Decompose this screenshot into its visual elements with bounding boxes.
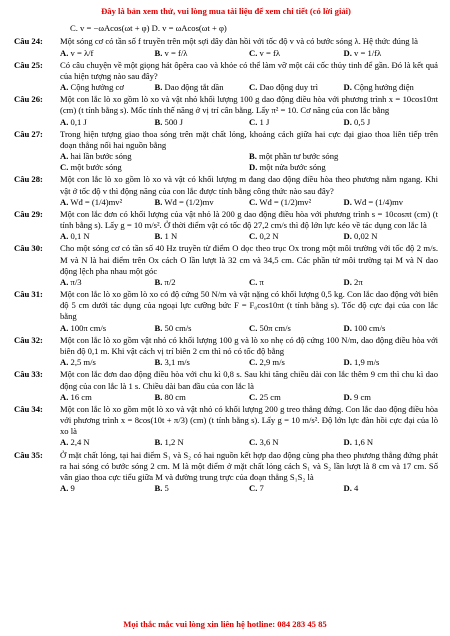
option-text: v = fλ (259, 47, 280, 58)
option-letter: B. (154, 196, 163, 207)
option-text: một bước sóng (70, 162, 122, 173)
option-letter: B. (154, 116, 163, 127)
question-body (60, 404, 438, 449)
answer-option (344, 483, 439, 494)
question-text: Có câu chuyện về một giọng hát ôpêra cao và khỏe có thể làm vỡ một cái cốc thủy tinh để gần. Đó là kết quả của hiện tượng nào sau đây? (60, 59, 438, 81)
option-letter: C. (60, 162, 69, 173)
option-text: 0,02 N (354, 231, 378, 242)
option-letter: C. (249, 437, 258, 448)
option-text: Wđ = (1/2)mv (164, 196, 214, 207)
answer-option (344, 392, 439, 403)
option-text: 16 cm (70, 391, 92, 402)
question-item (14, 94, 438, 128)
answer-option (60, 48, 155, 59)
option-letter: A. (60, 391, 69, 402)
answer-option (155, 82, 250, 93)
option-letter: C. (249, 196, 258, 207)
answer-option (60, 151, 249, 162)
answer-option (155, 392, 250, 403)
option-letter: C. (249, 47, 258, 58)
option-text: 80 cm (164, 391, 186, 402)
answer-options (60, 117, 438, 128)
answer-option (249, 231, 344, 242)
question-body (60, 60, 438, 94)
question-number: Câu 26: (14, 94, 43, 105)
answer-option (344, 48, 439, 59)
option-letter: A. (60, 116, 69, 127)
answer-option (60, 437, 155, 448)
answer-option (249, 392, 344, 403)
question-number: Câu 35: (14, 449, 43, 460)
question-body (60, 174, 438, 208)
option-text: một nửa bước sóng (259, 162, 326, 173)
answer-option (344, 117, 439, 128)
answer-options (60, 357, 438, 368)
option-text: Dao động duy trì (259, 82, 318, 93)
option-letter: D. (343, 196, 352, 207)
option-text: một phần tư bước sóng (259, 151, 339, 162)
option-letter: C. (249, 116, 258, 127)
answer-option (155, 197, 250, 208)
question-item (14, 289, 438, 334)
answer-options (60, 151, 438, 173)
option-letter: C. (249, 391, 258, 402)
question-number: Câu 24: (14, 36, 43, 47)
option-text: Cộng hưởng điện (354, 82, 414, 93)
option-letter: D. (343, 116, 352, 127)
answer-options (60, 48, 438, 59)
option-text: 0,1 N (70, 231, 90, 242)
question-body (60, 450, 438, 495)
option-text: π (259, 276, 264, 287)
answer-option (60, 197, 155, 208)
answer-option (155, 483, 250, 494)
answer-option (344, 197, 439, 208)
answer-options (60, 277, 438, 288)
option-text: hai lần bước sóng (70, 151, 132, 162)
question-number: Câu 34: (14, 403, 43, 414)
question-body (60, 94, 438, 128)
question-item (14, 209, 438, 243)
option-letter: B. (154, 483, 163, 494)
option-letter: D. (343, 47, 352, 58)
option-text: v = f/λ (164, 47, 188, 58)
answer-option (249, 323, 344, 334)
question-text: Một con lắc lò xo gồm lò xo có độ cứng 50 N/m và vật nặng có khối lượng 0,5 kg. Con lắc dao động với biên độ 5 cm dưới tác dụng của ngoại lực cưỡng bức F = F₀cos10πt (t tính bằng s). Tốc độ cực đại của con lắc bằng (60, 289, 438, 322)
answer-option (249, 197, 344, 208)
option-letter: B. (154, 437, 163, 448)
question-number: Câu 30: (14, 243, 43, 254)
question-item (14, 60, 438, 94)
option-letter: A. (60, 483, 69, 494)
option-letter: B. (154, 47, 163, 58)
question-text: Một con lắc đơn dao động điều hòa với chu kì 0,8 s. Sau khi tăng chiều dài con lắc thêm 9 cm thì chu kì dao động của con lắc là 1 s. Chiều dài ban đầu của con lắc là (60, 369, 438, 391)
option-text: 0,5 J (354, 116, 371, 127)
option-letter: A. (60, 82, 69, 93)
answer-options (60, 231, 438, 242)
hotline-footer: Mọi thắc mắc vui lòng xin liên hệ hotline: 084 283 45 85 (123, 618, 327, 629)
previous-question-options: C. v = −ωAcos(ωt + φ) D. v = ωAcos(ωt + φ) (70, 23, 227, 34)
question-item (14, 450, 438, 495)
answer-option (60, 392, 155, 403)
option-text: 2,9 m/s (259, 357, 285, 368)
answer-option (60, 231, 155, 242)
answer-option (155, 277, 250, 288)
option-letter: D. (249, 162, 258, 173)
option-text: 500 J (164, 116, 183, 127)
option-letter: B. (154, 357, 163, 368)
option-letter: C. (249, 276, 258, 287)
answer-options (60, 82, 438, 93)
option-letter: A. (60, 357, 69, 368)
question-item (14, 174, 438, 208)
question-body (60, 129, 438, 174)
answer-option (249, 82, 344, 93)
option-text: Cộng hưởng cơ (70, 82, 124, 93)
option-letter: D. (343, 483, 352, 494)
question-item (14, 404, 438, 449)
option-text: 1,6 N (354, 437, 374, 448)
question-text: Cho một sóng cơ có tần số 40 Hz truyền từ điểm O dọc theo trục Ox trong một môi trường với tốc độ 2 m/s. M và N là hai điểm trên Ox cách O lần lượt là 32 cm và 34,5 cm. Các phần tử môi trường tại M và N dao động lệch pha nhau một góc (60, 243, 438, 276)
option-text: 4 (354, 483, 359, 494)
question-body (60, 36, 438, 58)
answer-option (344, 82, 439, 93)
option-text: 9 (70, 483, 75, 494)
option-letter: C. (249, 483, 258, 494)
option-text: Wđ = (1/4)mv (353, 196, 404, 207)
question-body (60, 369, 438, 403)
answer-option (60, 82, 155, 93)
question-list (14, 36, 438, 494)
option-text: 3,1 m/s (164, 357, 190, 368)
option-letter: B. (249, 151, 257, 162)
question-text: Một con lắc lò xo gồm vật nhỏ có khối lượng 100 g và lò xo nhẹ có độ cứng 100 N/m, dao động điều hòa với biên độ 0,1 m. Khi vật cách vị trí biên 2 cm thì nó có tốc độ bằng (60, 334, 438, 356)
option-text: 9 cm (354, 391, 371, 402)
answer-options (60, 197, 438, 208)
option-text: v = λ/f (70, 47, 94, 58)
question-text: Một con lắc lò xo gồm lò xo và vật nhỏ khối lượng 100 g dao động điều hòa với phương trình x = 10cos10πt (cm) (t tính bằng s). Mốc tính thế năng ở vị trí cân bằng. Lấy π² = 10. Cơ năng của con lắc bằng (60, 94, 438, 116)
option-text: 0,1 J (70, 116, 87, 127)
option-text: 1 N (164, 231, 178, 242)
option-text: 100 cm/s (354, 322, 386, 333)
option-letter: A. (60, 151, 69, 162)
option-text: 2,4 N (70, 437, 90, 448)
question-body (60, 243, 438, 288)
question-body (60, 335, 438, 369)
option-text: 1,9 m/s (354, 357, 380, 368)
option-letter: A. (60, 196, 69, 207)
question-item (14, 36, 438, 58)
option-letter: B. (154, 322, 163, 333)
answer-option (249, 117, 344, 128)
option-letter: B. (154, 82, 163, 93)
option-letter: A. (60, 437, 69, 448)
question-item (14, 335, 438, 369)
question-number: Câu 32: (14, 334, 43, 345)
answer-option (155, 48, 250, 59)
answer-option (344, 323, 439, 334)
option-text: 2,5 m/s (70, 357, 96, 368)
answer-option (249, 162, 438, 173)
answer-option (249, 277, 344, 288)
option-text: 50π cm/s (259, 322, 291, 333)
question-item (14, 243, 438, 288)
question-text: Một con lắc lò xo gồm một lò xo và vật nhỏ có khối lượng 200 g treo thẳng đứng. Con lắc dao động điều hòa với phương trình x = 8cos(10t + π/3) (cm) (t tính bằng s). Lấy g = 10 m/s². Độ lớn lực đàn hồi cực đại của lò xo là (60, 403, 438, 437)
option-text: 5 (164, 483, 169, 494)
question-text: Một con lắc đơn có khối lượng của vật nhỏ là 200 g dao động điều hòa với phương trình s = 10cosπt (cm) (t tính bằng s). Lấy g = 10 m/s². Ở thời điểm vật có tốc độ 27,2 cm/s thì độ lớn lực kéo về tác dụng con lắc là (60, 208, 438, 231)
question-text: Một sóng cơ có tần số f truyền trên một sợi dây đàn hồi với tốc độ v và có bước sóng λ. Hệ thức đúng là (60, 36, 418, 47)
answer-option (249, 357, 344, 368)
answer-option (344, 437, 439, 448)
option-letter: D. (343, 231, 352, 242)
question-item (14, 129, 438, 174)
answer-option (344, 231, 439, 242)
option-text: 1 J (259, 116, 270, 127)
answer-option (155, 357, 250, 368)
answer-option (60, 162, 249, 173)
option-letter: D. (343, 437, 352, 448)
answer-option (155, 437, 250, 448)
option-letter: D. (343, 276, 352, 287)
option-letter: A. (60, 322, 69, 333)
option-text: 50 cm/s (164, 322, 192, 333)
option-letter: A. (60, 276, 69, 287)
answer-option (60, 323, 155, 334)
question-number: Câu 25: (14, 59, 43, 70)
option-text: Dao động tắt dần (164, 82, 224, 93)
option-letter: D. (343, 322, 352, 333)
option-letter: A. (60, 231, 69, 242)
option-text: 2π (354, 276, 363, 287)
answer-option (249, 437, 344, 448)
answer-option (155, 117, 250, 128)
option-text: Wđ = (1/2)mv² (259, 196, 312, 207)
preview-banner: Đây là bản xem thử, vui lòng mua tài liệu để xem chi tiết (có lời giải) (101, 6, 351, 16)
question-number: Câu 31: (14, 289, 43, 300)
answer-option (60, 483, 155, 494)
answer-option (249, 48, 344, 59)
answer-option (249, 151, 438, 162)
question-text: Ở mặt chất lỏng, tại hai điểm S₁ và S₂ có hai nguồn kết hợp dao động cùng pha theo phương thẳng đứng phát ra hai sóng có bước sóng 2 cm. M là một điểm ở mặt chất lỏng cách S₁ và S₂ lần lượt là 8 cm và 17 cm. Số vân giao thoa cực tiểu giữa M và đường trung trực của đoạn thẳng S₁S₂ là (60, 449, 438, 482)
question-number: Câu 33: (14, 369, 43, 380)
option-letter: D. (343, 391, 352, 402)
option-letter: C. (249, 82, 258, 93)
option-text: v = 1/fλ (354, 47, 382, 58)
option-letter: A. (60, 47, 69, 58)
question-text: Trong hiện tượng giao thoa sóng trên mặt chất lỏng, khoảng cách giữa hai cực đại giao thoa liên tiếp trên đoạn thẳng nối hai nguồn bằng (60, 128, 438, 150)
option-text: 3,6 N (259, 437, 279, 448)
answer-options (60, 437, 438, 448)
question-number: Câu 27: (14, 128, 43, 139)
option-text: Wđ = (1/4)mv² (70, 196, 123, 207)
answer-option (155, 231, 250, 242)
option-letter: C. (249, 231, 258, 242)
option-letter: D. (343, 357, 352, 368)
question-item (14, 369, 438, 403)
question-body (60, 289, 438, 334)
question-body (60, 209, 438, 243)
option-letter: B. (154, 231, 163, 242)
option-text: 1,2 N (164, 437, 184, 448)
option-letter: B. (154, 391, 163, 402)
answer-option (344, 277, 439, 288)
answer-option (344, 357, 439, 368)
option-text: π/2 (164, 276, 176, 287)
option-text: 7 (259, 483, 264, 494)
option-text: 0,2 N (259, 231, 279, 242)
option-letter: C. (249, 357, 258, 368)
question-text: Một con lắc lò xo gồm lò xo và vật có khối lượng m đang dao động điều hòa theo phương nằm ngang. Khi vật ở tốc độ v thì động năng của con lắc được tính bằng công thức nào sau đây? (60, 174, 438, 196)
question-number: Câu 29: (14, 208, 43, 219)
option-letter: D. (343, 82, 352, 93)
answer-option (155, 323, 250, 334)
answer-option (60, 357, 155, 368)
answer-options (60, 323, 438, 334)
question-number: Câu 28: (14, 174, 43, 185)
answer-options (60, 483, 438, 494)
answer-option (249, 483, 344, 494)
answer-options (60, 392, 438, 403)
answer-option (60, 277, 155, 288)
option-letter: C. (249, 322, 258, 333)
option-text: 25 cm (259, 391, 281, 402)
option-text: π/3 (70, 276, 82, 287)
option-letter: B. (154, 276, 163, 287)
answer-option (60, 117, 155, 128)
option-text: 100π cm/s (70, 322, 107, 333)
